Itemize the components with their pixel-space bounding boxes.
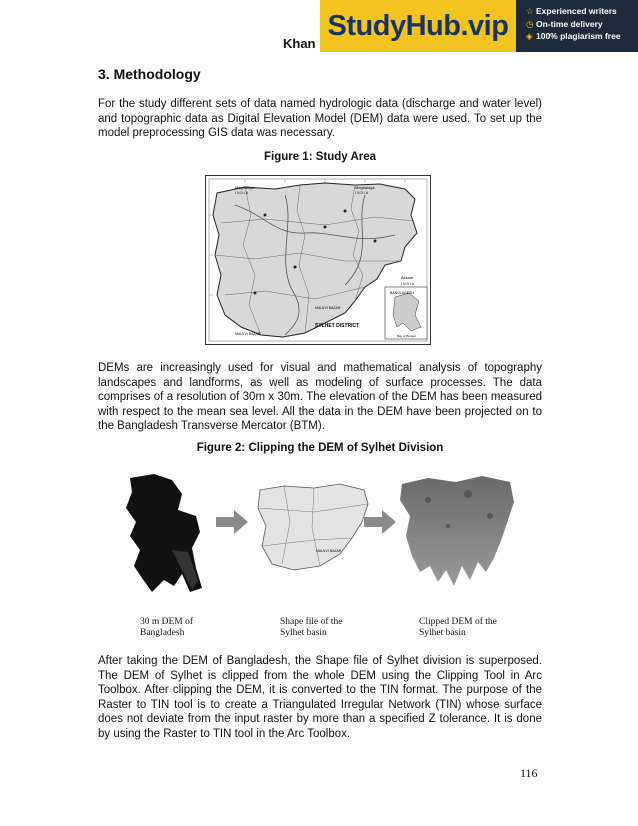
map-label-meghalaya-east: Meghalaya xyxy=(355,185,375,190)
map-label-india-north: I N D I A xyxy=(235,191,249,195)
clipped-dem-image xyxy=(398,476,516,588)
banner-feature-list xyxy=(516,0,621,52)
banner-feature-text: On-time delivery xyxy=(536,18,603,29)
banner-feature-text: Experienced writers xyxy=(536,6,617,16)
studyhub-ad-banner[interactable] xyxy=(320,0,638,52)
bangladesh-dem-image xyxy=(112,470,206,598)
running-header-author: Khan xyxy=(283,36,316,51)
figure2-label-left-line: Bangladesh xyxy=(140,628,185,638)
figure2-caption: Figure 2: Clipping the DEM of Sylhet Division xyxy=(196,442,444,454)
paragraph-clipping: After taking the DEM of Bangladesh, the Shape file of Sylhet division is superposed. The DEM of Sylhet is clipped from the whole DEM using the Clipping Tool in Arc Toolbox. After clipping the DEM, it is converted to the TIN format. The purpose of the Raster to TIN tool is to create a Triangulated Irregular Network (TIN) whose surface does not deviate from the input raster by more than a specified Z tolerance. It is done by using the Raster to TIN tool in the Arc Toolbox. xyxy=(98,655,542,740)
clock-icon: ◷ xyxy=(526,18,534,29)
map-inset-label: BANGLADESH xyxy=(390,291,414,295)
banner-feature xyxy=(526,30,621,43)
studyhub-logo[interactable]: StudyHub.vip xyxy=(320,0,516,52)
map-label-maulvi-bazar-south: MAULVI BAZAR xyxy=(235,332,261,336)
figure2-label-left xyxy=(140,617,250,639)
arrow-right-icon xyxy=(364,510,396,534)
banner-feature xyxy=(526,5,621,18)
map-label-district: SYLHET DISTRICT xyxy=(315,323,360,329)
banner-feature xyxy=(526,18,621,31)
map-label-india-north-east: I N D I A xyxy=(355,191,369,195)
map-inset-bay: Bay of Bengal xyxy=(397,334,416,338)
study-area-map xyxy=(205,175,431,345)
section-heading: 3. Methodology xyxy=(98,66,201,82)
badge-icon: ◈ xyxy=(526,31,533,41)
figure2-label-middle-line: Shape file of the xyxy=(280,617,343,627)
map-label-meghalaya: Meghalaya xyxy=(235,185,255,190)
map-label-assam: Assam xyxy=(401,275,414,280)
sylhet-shapefile-image xyxy=(254,482,374,574)
banner-feature-text: 100% plagiarism free xyxy=(536,31,621,41)
paragraph-dem: DEMs are increasingly used for visual and mathematical analysis of topography landscapes and landforms, as well as modeling of surface processes. The data comprises of a resolution of 30m x 30m. The elevation of the DEM has been measured with respect to the mean sea level. All the data in the DEM have been projected on to the Bangladesh Transverse Mercator (BTM). xyxy=(98,362,542,432)
figure2-label-middle-line: Sylhet basin xyxy=(280,628,327,638)
paragraph-intro: For the study different sets of data named hydrologic data (discharge and water level) and topographic data as Digital Elevation Model (DEM) data were used. To set up the model preprocessing GIS data was necessary. xyxy=(98,98,542,139)
figure2-label-right-line: Clipped DEM of the xyxy=(419,617,497,627)
page-number: 116 xyxy=(520,766,538,780)
figure2-label-left-line: 30 m DEM of xyxy=(140,617,194,627)
figure2-label-right-line: Sylhet basin xyxy=(419,628,466,638)
figure2-label-middle xyxy=(280,617,390,639)
shapefile-label: MAULVI BAZAR xyxy=(316,549,342,553)
arrow-right-icon xyxy=(216,510,248,534)
figure1-caption: Figure 1: Study Area xyxy=(263,151,377,163)
map-label-india-east: I N D I A xyxy=(401,282,415,286)
map-label-maulvi-bazar: MAULVI BAZAR xyxy=(315,306,341,310)
figure2-label-right xyxy=(419,617,529,639)
star-icon: ☆ xyxy=(526,6,534,16)
